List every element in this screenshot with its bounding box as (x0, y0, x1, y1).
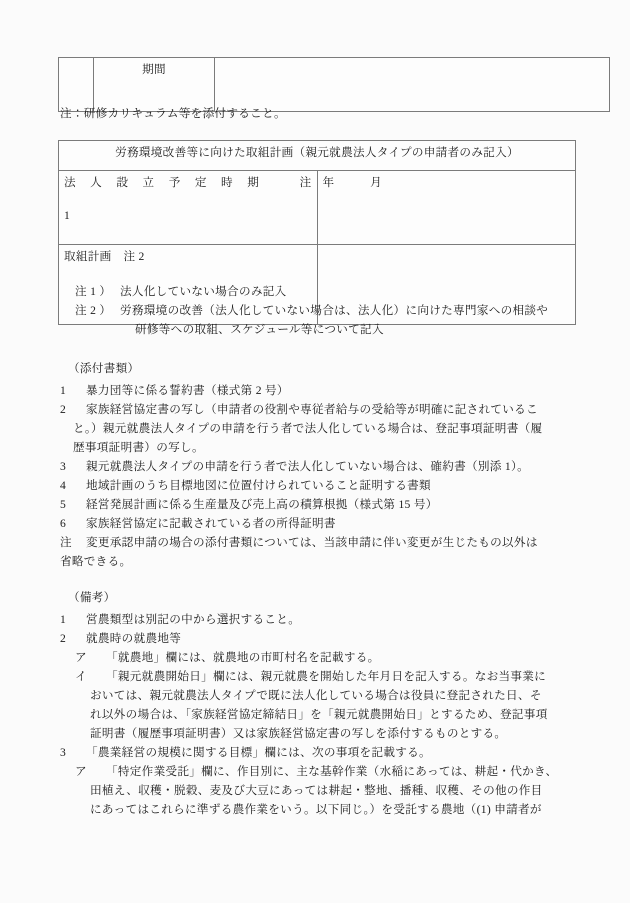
attachment-item-2-marker: 2 (60, 403, 67, 416)
action-plan-label: 取組計画 注 2 (59, 244, 318, 324)
labor-note2-marker: 注 2 ） (75, 304, 112, 317)
remark-item-3-sub-a-line1: 「特定作業受託」欄に、作目別に、主な基幹作業（水稲にあっては、耕起・代かき、 (106, 765, 558, 778)
remark-item-2-sub-i-line1: 「親元就農開始日」欄には、親元就農を開始した年月日を記入する。なお当事業に (106, 670, 547, 683)
attachment-item-4-marker: 4 (60, 479, 67, 492)
attachments-note-line2: 省略できる。 (60, 555, 132, 568)
training-period-table (58, 57, 610, 112)
remark-item-1-text: 営農類型は別記の中から選択すること。 (86, 613, 301, 626)
period-table-col3-cell[interactable] (215, 58, 610, 112)
period-table-col2-header: 期間 (94, 58, 215, 112)
attachment-item-5-marker: 5 (60, 498, 67, 511)
attachments-note-marker: 注 (60, 536, 72, 549)
remark-item-3-sub-a-line3: にあってはこれらに準ずる農作業をいう。以下同じ。）を受託する農地（(1) 申請者が (90, 803, 542, 816)
remark-item-2-sub-i-marker: イ (75, 670, 87, 683)
table-row (59, 171, 576, 245)
remark-item-3-marker: 3 (60, 746, 67, 759)
labor-note2-line2: 研修等への取組、スケジュール等について記入 (135, 323, 384, 336)
remark-item-3-sub-a-marker: ア (75, 765, 87, 778)
period-table-col1-cell[interactable] (59, 58, 94, 112)
remark-item-2-sub-i-line3: れ以外の場合は、「家族経営協定締結日」を「親元就農開始日」とするため、登記事項 (90, 708, 548, 721)
attachment-item-2-line3: 歴事項証明書）の写し。 (73, 441, 204, 454)
remarks-heading: （備考） (68, 591, 116, 604)
remark-item-3-text: 「農業経営の規模に関する目標」欄には、次の事項を記載する。 (86, 746, 431, 759)
remark-item-1-marker: 1 (60, 613, 67, 626)
attachments-note-line1: 変更承認申請の場合の添付書類については、当該申請に伴い変更が生じたもの以外は (86, 536, 538, 549)
remark-item-2-sub-a-text: 「就農地」欄には、就農地の市町村名を記載する。 (106, 651, 380, 664)
remark-item-2-sub-a-marker: ア (75, 651, 87, 664)
remark-item-2-marker: 2 (60, 632, 67, 645)
establishment-date-value[interactable]: 年 月 (317, 171, 576, 245)
establishment-date-label-text: 法人設立予定時期 注 (64, 176, 312, 189)
establishment-date-label-note-number: 1 (64, 208, 71, 222)
attachment-item-6-marker: 6 (60, 517, 67, 530)
labor-note1-text: 法人化していない場合のみ記入 (120, 285, 287, 298)
attachment-item-2-line2: と。）親元就農法人タイプの申請を行う者で法人化している場合は、登記事項証明書（履 (73, 422, 543, 435)
remark-item-2-sub-i-line4: 証明書（履歴事項証明書）又は家族経営協定書の写しを添付するものとする。 (90, 727, 507, 740)
table-row-title (59, 141, 576, 171)
labor-plan-title: 労務環境改善等に向けた取組計画（親元就農法人タイプの申請者のみ記入） (59, 141, 576, 171)
attachment-item-3-marker: 3 (60, 460, 67, 473)
attachment-item-4-text: 地域計画のうち目標地図に位置付けられていること証明する書類 (86, 479, 431, 492)
attachment-item-1-text: 暴力団等に係る誓約書（様式第 2 号） (86, 384, 289, 397)
table-row (59, 58, 610, 112)
labor-note1-marker: 注 1 ） (75, 285, 112, 298)
remark-item-2-sub-i-line2: おいては、親元就農法人タイプで既に法人化している場合は役員に登記された日、そ (90, 689, 542, 702)
attachment-item-6-text: 家族経営協定に記載されている者の所得証明書 (86, 517, 336, 530)
remark-item-2-text: 就農時の就農地等 (86, 632, 182, 645)
attachments-heading: （添付書類） (68, 362, 140, 375)
training-period-note: 注：研修カリキュラム等を添付すること。 (60, 107, 286, 120)
labor-note2-line1: 労務環境の改善（法人化していない場合は、法人化）に向けた専門家への相談や (120, 304, 549, 317)
attachment-item-2-line1: 家族経営協定書の写し（申請者の役割や専従者給与の受給等が明確に記されているこ (86, 403, 538, 416)
attachment-item-3-text: 親元就農法人タイプの申請を行う者で法人化していない場合は、確約書（別添 1）。 (86, 460, 529, 473)
attachment-item-5-text: 経営発展計画に係る生産量及び売上高の積算根拠（様式第 15 号） (86, 498, 438, 511)
attachment-item-1-marker: 1 (60, 384, 67, 397)
establishment-date-label (59, 171, 318, 245)
remark-item-3-sub-a-line2: 田植え、収穫・脱穀、麦及び大豆にあっては耕起・整地、播種、収穫、その他の作目 (90, 784, 543, 797)
